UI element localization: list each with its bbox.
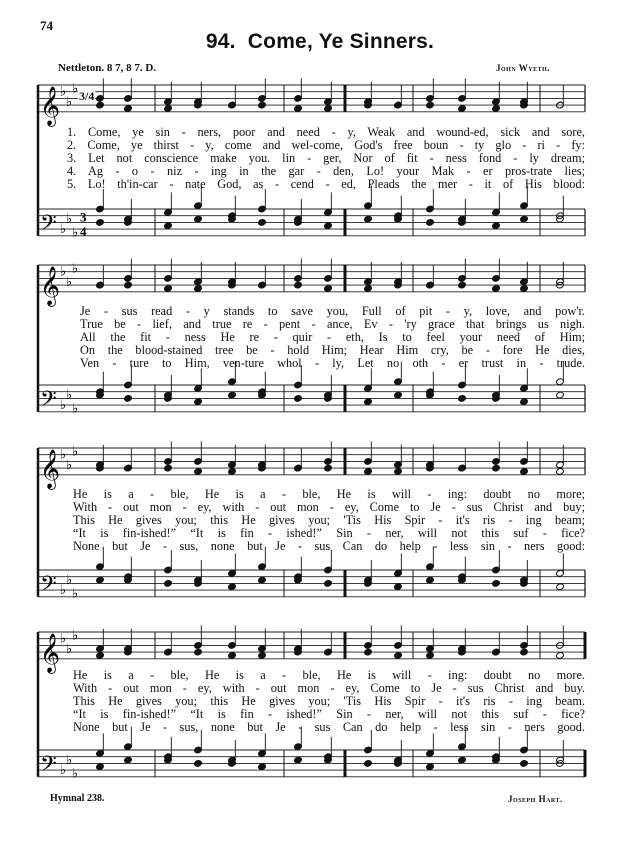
flat-icon: ♭ <box>66 212 73 228</box>
note-head <box>294 756 303 764</box>
flat-icon: ♭ <box>66 753 73 769</box>
note-head <box>194 760 203 768</box>
note-head <box>324 222 333 230</box>
flat-icon: ♭ <box>66 274 73 290</box>
lyric-line: With - out mon - ey, with - out mon - ey, Come to Je - sus Christ and buy; <box>73 500 585 514</box>
flat-icon: ♭ <box>60 398 67 414</box>
flat-icon: ♭ <box>60 264 67 280</box>
author: Joseph Hart. <box>508 794 563 804</box>
lyrics-system-4 <box>73 669 585 734</box>
note-head <box>124 756 133 764</box>
note-head <box>294 281 303 289</box>
lyric-line: Je - sus read - y stands to save you, Full of pit - y, love, and pow'r. <box>80 304 585 318</box>
page-number: 74 <box>40 18 53 33</box>
treble-clef-icon: 𝄞 <box>40 85 61 126</box>
note-head <box>294 395 303 403</box>
note-head <box>124 105 133 113</box>
note-head <box>458 281 467 289</box>
note-head <box>164 222 173 230</box>
note-head <box>258 763 267 771</box>
bass-clef-icon: 𝄢 <box>40 386 57 417</box>
lyrics-system-1 <box>67 126 585 191</box>
treble-clef-icon: 𝄞 <box>40 265 61 306</box>
flat-icon: ♭ <box>66 457 73 473</box>
note-head <box>520 285 529 293</box>
note-head <box>324 105 333 113</box>
flat-icon: ♭ <box>60 222 67 238</box>
note-head <box>426 576 435 584</box>
flat-icon: ♭ <box>66 94 73 110</box>
composer: John Wyeth. <box>496 63 551 73</box>
lyric-line: 4. Ag - o - niz - ing in the gar - den, Lo! your Mak - er pros-trate lies; <box>67 164 585 178</box>
lyric-line: “It is fin-ished!” “It is fin - ished!” Sin - ner, will not this suf - fice? <box>73 707 585 721</box>
note-head <box>194 285 203 293</box>
note-head <box>458 756 467 764</box>
lyric-line: None but Je - sus, none but Je - sus Can do help - less sin - ners good. <box>73 720 585 734</box>
note-head <box>426 101 435 109</box>
hymn-number: 94. <box>205 30 236 53</box>
lyric-line: 3. Let not conscience make you. lin - ger, Nor of fit - ness fond - ly dream; <box>67 151 585 165</box>
note-head <box>492 285 501 293</box>
lyric-line: This He gives you; this He gives you; 'Tis His Spir - it's ris - ing beam; <box>73 513 585 527</box>
note-head <box>194 648 203 656</box>
note-head <box>520 468 529 476</box>
note-head <box>164 285 173 293</box>
note-head <box>556 583 565 591</box>
note-head <box>556 391 565 399</box>
lyric-line: 2. Come, ye thirst - y, come and wel-come, God's free boun - ty glo - ri - fy: <box>67 138 585 152</box>
note-head <box>520 398 529 406</box>
note-head <box>194 398 203 406</box>
note-head <box>96 652 105 660</box>
treble-clef-icon: 𝄞 <box>40 632 61 673</box>
note-head <box>394 583 403 591</box>
lyrics-system-3 <box>73 488 585 553</box>
flat-icon: ♭ <box>72 444 79 460</box>
note-head <box>96 576 105 584</box>
note-head <box>194 215 203 223</box>
flat-icon: ♭ <box>72 628 79 644</box>
flat-icon: ♭ <box>66 641 73 657</box>
note-head <box>164 105 173 113</box>
note-head <box>364 398 373 406</box>
note-head <box>96 763 105 771</box>
time-signature-bottom: 4 <box>80 223 87 239</box>
lyrics-system-2 <box>80 305 585 370</box>
flat-icon: ♭ <box>60 631 67 647</box>
flat-icon: ♭ <box>66 388 73 404</box>
note-head <box>394 652 403 660</box>
bass-clef-icon: 𝄢 <box>40 210 57 241</box>
note-head <box>258 219 267 227</box>
lyric-line: 1. Come, ye sin - ners, poor and need - y, Weak and wound-ed, sick and sore, <box>67 125 585 139</box>
lyric-line: All the fit - ness He re - quir - eth, Is to feel your need of Him; <box>80 330 585 344</box>
note-head <box>458 105 467 113</box>
note-head <box>294 105 303 113</box>
note-head <box>258 101 267 109</box>
note-head <box>394 391 403 399</box>
note-head <box>258 576 267 584</box>
note-head <box>124 281 133 289</box>
lyric-line: This He gives you; this He gives you; 'Tis His Spir - it's ris - ing beam. <box>73 694 585 708</box>
note-head <box>324 285 333 293</box>
note-head <box>520 760 529 768</box>
lyric-line: On the blood-stained tree be - hold Him; Hear Him cry, be - fore He dies, <box>80 343 585 357</box>
note-head <box>194 468 203 476</box>
hymn-title-text: Come, Ye Sinners. <box>247 30 435 53</box>
lyric-line: He is a - ble, He is a - ble, He is will - ing: doubt no more; <box>73 487 585 501</box>
flat-icon: ♭ <box>60 583 67 599</box>
time-signature-top: 3 <box>80 209 87 225</box>
note-head <box>364 468 373 476</box>
tune-name: Nettleton. 8 7, 8 7. D. <box>58 62 157 74</box>
note-head <box>556 468 565 476</box>
flat-icon: ♭ <box>60 763 67 779</box>
bass-clef-icon: 𝄢 <box>40 751 57 782</box>
flat-icon: ♭ <box>72 261 79 277</box>
note-head <box>96 219 105 227</box>
flat-icon: ♭ <box>60 447 67 463</box>
note-head <box>228 652 237 660</box>
lyric-line: None but Je - sus, none but Je - sus Can do help - less sin - ners good: <box>73 539 585 553</box>
flat-icon: ♭ <box>60 84 67 100</box>
note-head <box>492 222 501 230</box>
note-head <box>556 652 565 660</box>
flat-icon: ♭ <box>72 225 79 241</box>
flat-icon: ♭ <box>66 573 73 589</box>
note-head <box>164 464 173 472</box>
note-head <box>394 468 403 476</box>
note-head <box>426 763 435 771</box>
note-head <box>426 652 435 660</box>
lyric-line: With - out mon - ey, with - out mon - ey, Come to Je - sus Christ and buy. <box>73 681 585 695</box>
lyric-line: True be - lief, and true re - pent - ance, Ev - 'ry grace that brings us nigh. <box>80 317 585 331</box>
note-head <box>124 395 133 403</box>
lyric-line: “It is fin-ished!” “It is fin - ished!” Sin - ner, will not this suf - fice? <box>73 526 585 540</box>
note-head <box>96 101 105 109</box>
lyric-line: 5. Lo! th'in-car - nate God, as - cend - ed, Pleads the mer - it of His blood: <box>67 177 585 191</box>
hymnal-reference: Hymnal 238. <box>50 793 105 804</box>
note-head <box>364 760 373 768</box>
flat-icon: ♭ <box>72 401 79 417</box>
lyric-line: He is a - ble, He is a - ble, He is will - ing: doubt no more. <box>73 668 585 682</box>
note-head <box>228 468 237 476</box>
bass-clef-icon: 𝄢 <box>40 571 57 602</box>
note-head <box>520 215 529 223</box>
note-head <box>492 464 501 472</box>
flat-icon: ♭ <box>72 766 79 782</box>
note-head <box>520 648 529 656</box>
note-head <box>324 580 333 588</box>
flat-icon: ♭ <box>72 81 79 97</box>
note-head <box>228 583 237 591</box>
flat-icon: ♭ <box>72 586 79 602</box>
note-head <box>364 648 373 656</box>
treble-clef-icon: 𝄞 <box>40 448 61 489</box>
note-head <box>492 105 501 113</box>
note-head <box>364 285 373 293</box>
time-signature: 3/4 <box>79 89 95 103</box>
note-head <box>426 219 435 227</box>
note-head <box>324 464 333 472</box>
note-head <box>364 215 373 223</box>
note-head <box>258 652 267 660</box>
note-head <box>228 391 237 399</box>
note-head <box>492 580 501 588</box>
note-head <box>164 580 173 588</box>
note-head <box>458 395 467 403</box>
lyric-line: Ven - ture to Him, ven-ture whol - ly, Let no oth - er trust in - trude. <box>80 356 585 370</box>
